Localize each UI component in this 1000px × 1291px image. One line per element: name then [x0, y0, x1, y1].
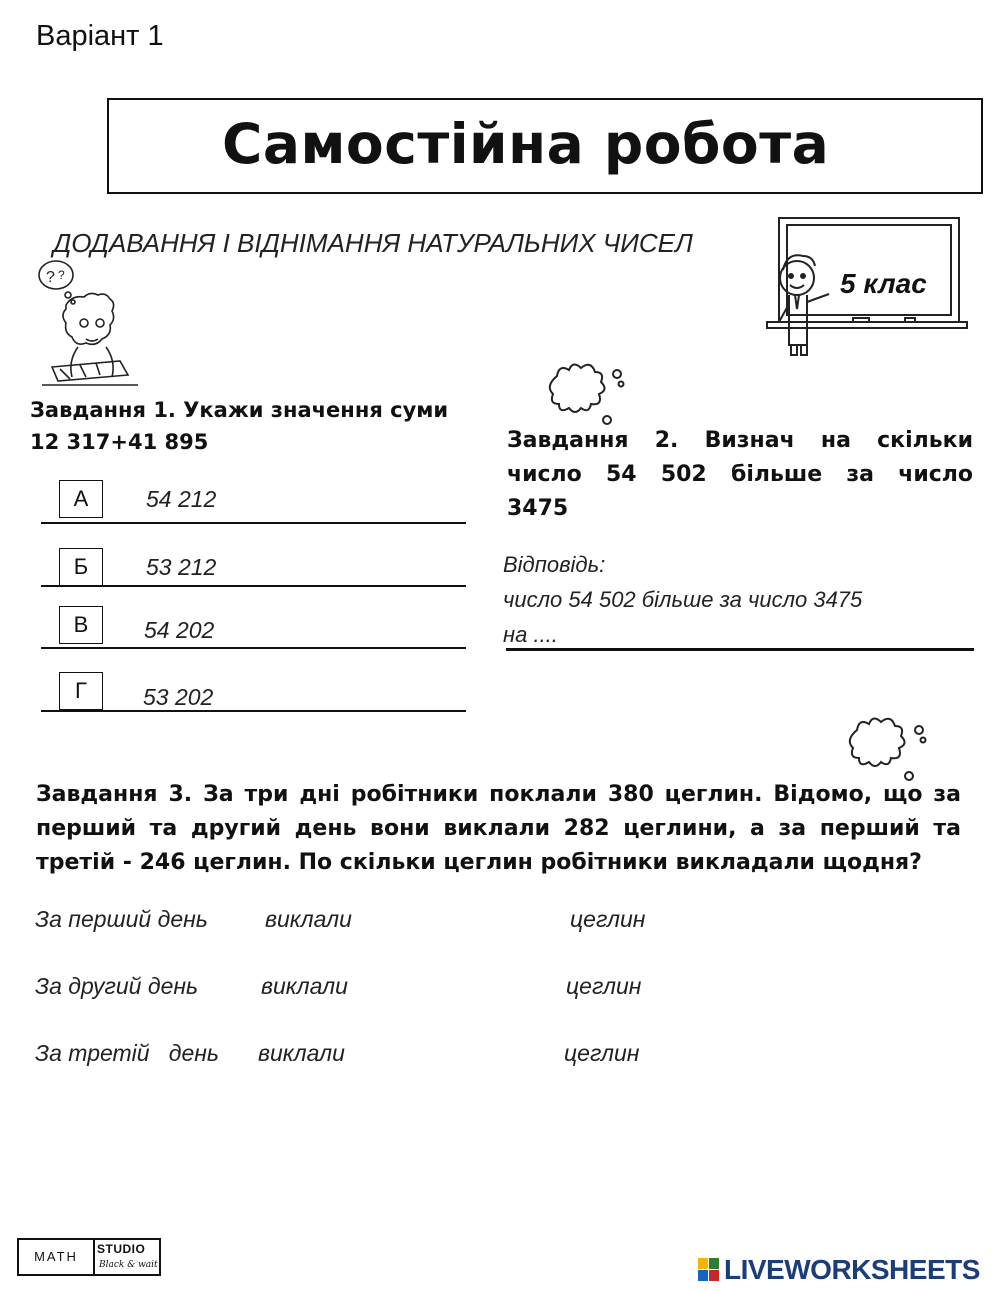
liveworksheets-brand[interactable]: LIVEWORKSHEETS	[724, 1254, 980, 1285]
option-letter-box[interactable]: Г	[59, 672, 103, 710]
answer-line	[41, 522, 466, 524]
page-title: Самостійна робота	[222, 112, 830, 176]
day-label: За другий день	[35, 973, 199, 999]
math-studio-logo	[17, 1238, 161, 1276]
option-value: 53 212	[146, 554, 217, 580]
verb-label: виклали	[261, 973, 348, 999]
topic-subtitle: ДОДАВАННЯ І ВІДНІМАННЯ НАТУРАЛЬНИХ ЧИСЕЛ	[53, 228, 693, 258]
unit-label: цеглин	[570, 906, 646, 932]
task1-expression: 12 317+41 895	[30, 430, 209, 454]
day3-answer-input[interactable]	[365, 1034, 555, 1068]
task2-answer-label: Відповідь:	[503, 552, 606, 577]
logo-tagline: Black & wait	[99, 1260, 158, 1270]
answer-line	[41, 647, 466, 649]
thinking-boy-illustration	[30, 255, 140, 390]
task2-line: Завдання 2. Визнач на скільки	[507, 428, 973, 453]
grade-label: 5 клас	[840, 268, 927, 299]
task2-answer-prefix: на ....	[503, 622, 558, 647]
answer-line	[41, 585, 466, 587]
splat-icon	[543, 358, 633, 428]
day1-answer-input[interactable]	[372, 900, 562, 934]
task2-answer-text: число 54 502 більше за число 3475	[503, 587, 863, 612]
option-value: 54 212	[146, 486, 217, 512]
option-value: 53 202	[143, 684, 214, 710]
logo-studio: STUDIO	[97, 1242, 146, 1256]
question-marks: ?	[46, 269, 55, 286]
option-letter-box[interactable]: Б	[59, 548, 103, 586]
svg-text:?: ?	[58, 268, 65, 282]
day-label: За перший день	[35, 906, 208, 932]
day-label: За третій день	[35, 1040, 220, 1066]
variant-label: Варіант 1	[36, 20, 164, 52]
unit-label: цеглин	[566, 973, 642, 999]
liveworksheets-icon	[698, 1258, 720, 1282]
option-value: 54 202	[144, 617, 215, 643]
task2-question	[507, 424, 973, 526]
logo-math: MATH	[19, 1240, 95, 1274]
unit-label: цеглин	[564, 1040, 640, 1066]
day2-answer-input[interactable]	[368, 967, 558, 1001]
task2-line: число 54 502 більше за число	[507, 462, 973, 487]
verb-label: виклали	[265, 906, 352, 932]
task2-answer-input[interactable]	[506, 648, 974, 651]
option-letter-box[interactable]: В	[59, 606, 103, 644]
splat-icon-2	[843, 712, 935, 784]
task2-line: 3475	[507, 496, 569, 521]
verb-label: виклали	[258, 1040, 345, 1066]
answer-line	[41, 710, 466, 712]
option-letter-box[interactable]: А	[59, 480, 103, 518]
task3-question: Завдання 3. За три дні робітники поклали 380 цеглин. Відомо, що за перший та другий день вони виклали 282 цеглини, а за перший та третій - 246 цеглин. По скільки цеглин робітники викладали щодня?	[36, 782, 961, 875]
task1-title: Завдання 1. Укажи значення суми	[30, 398, 449, 422]
